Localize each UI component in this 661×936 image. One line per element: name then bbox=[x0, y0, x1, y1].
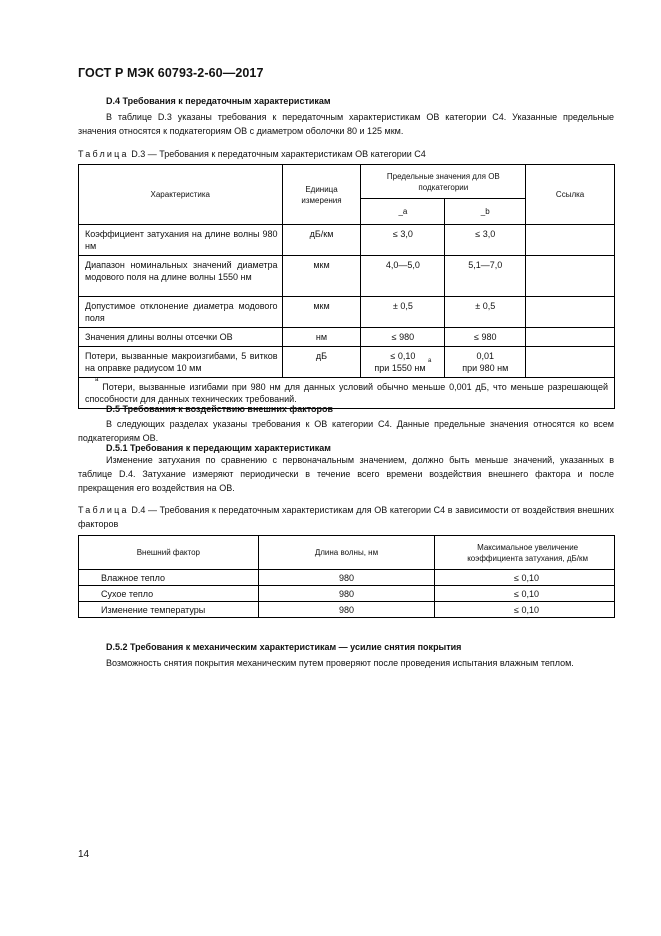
table-d3-cell-unit: нм bbox=[282, 328, 361, 347]
table-row bbox=[79, 570, 615, 586]
table-d3-cell-characteristic: Допустимое отклонение диаметра модового поля bbox=[79, 297, 283, 328]
table-d3-cell-a-condition-text: при 1550 нм bbox=[374, 363, 426, 373]
table-d3-caption-text: D.3 — Требования к передаточным характеристикам ОВ категории С4 bbox=[128, 149, 426, 159]
table-d3-cell-a: 4,0—5,0 bbox=[361, 256, 445, 297]
table-d3-cell-reference bbox=[526, 328, 615, 347]
table-d3-cell-b: ≤ 3,0 bbox=[445, 225, 526, 256]
footnote-marker: a bbox=[428, 358, 432, 364]
table-row bbox=[79, 586, 615, 602]
table-d3-cell-b-condition: при 980 нм bbox=[462, 363, 509, 373]
table-d3-header-limits: Предельные значения для ОВ подкатегории bbox=[361, 165, 526, 199]
table-d3-cell-b: ≤ 980 bbox=[445, 328, 526, 347]
table-d3-header-reference: Ссылка bbox=[526, 165, 615, 225]
table-d3-cell-a-condition bbox=[361, 358, 444, 374]
table-d4-header-wavelength: Длина волны, нм bbox=[258, 536, 435, 570]
table-d3-header-characteristic: Характеристика bbox=[79, 165, 283, 225]
table-d4-cell-increase: ≤ 0,10 bbox=[435, 602, 615, 618]
section-d4-paragraph: В таблице D.3 указаны требования к передаточным характеристикам ОВ категории С4. Указанные предельные значения относятся к подкатегориям ОВ с диаметром оболочки 80 и 125 мкм. bbox=[78, 112, 614, 136]
table-d4-cell-wavelength: 980 bbox=[258, 586, 435, 602]
document-header: ГОСТ Р МЭК 60793-2-60—2017 bbox=[78, 66, 264, 80]
table-d3-cell-a bbox=[361, 347, 445, 378]
table-d4-header-increase: Максимальное увеличение коэффициента затухания, дБ/км bbox=[435, 536, 615, 570]
table-d3-cell-b: ± 0,5 bbox=[445, 297, 526, 328]
table-row bbox=[79, 347, 615, 378]
table-d3-cell-characteristic: Потери, вызванные макроизгибами, 5 витков на оправке радиусом 10 мм bbox=[79, 347, 283, 378]
table-d3-cell-unit: мкм bbox=[282, 297, 361, 328]
table-d3-cell-a: ≤ 980 bbox=[361, 328, 445, 347]
section-d5-paragraph: В следующих разделах указаны требования к ОВ категории С4. Данные предельные значения относятся ко всем подкатегориям ОВ. bbox=[78, 419, 614, 443]
table-d3-cell-unit: дБ/км bbox=[282, 225, 361, 256]
table-row bbox=[79, 297, 615, 328]
table-d4-cell-factor: Изменение температуры bbox=[79, 602, 259, 618]
table-d4-header-factor: Внешний фактор bbox=[79, 536, 259, 570]
table-d3-header-subcat-a: _a bbox=[361, 199, 445, 225]
table-d3-cell-reference bbox=[526, 225, 615, 256]
table-d3-cell-characteristic: Значения длины волны отсечки ОВ bbox=[79, 328, 283, 347]
table-d3-cell-unit: мкм bbox=[282, 256, 361, 297]
table-d3-caption-prefix: Таблица bbox=[78, 149, 129, 159]
table-d3-cell-a-value: ≤ 0,10 bbox=[390, 351, 416, 361]
table-d3-cell-b: 5,1—7,0 bbox=[445, 256, 526, 297]
section-d51-paragraph: Изменение затухания по сравнению с первоначальным значением, должно быть меньше значений, указанных в таблице D.4. Затухание измеряют периодически в течение всего времени воздействия внешнего фактора и после прекращения его воздействия на ОВ. bbox=[78, 455, 614, 493]
table-d3-cell-b-value: 0,01 bbox=[476, 351, 495, 361]
section-d52-paragraph: Возможность снятия покрытия механическим путем проверяют после проведения испытания влажным теплом. bbox=[106, 658, 574, 668]
table-row bbox=[79, 328, 615, 347]
table-d3-header-unit: Единица измерения bbox=[282, 165, 361, 225]
table-d3-cell-reference bbox=[526, 297, 615, 328]
table-d3-cell-a: ± 0,5 bbox=[361, 297, 445, 328]
table-d4-caption-text: D.4 — Требования к передаточным характеристикам для ОВ категории С4 в зависимости от воздействия внешних факторов bbox=[78, 505, 614, 529]
table-d3-cell-a: ≤ 3,0 bbox=[361, 225, 445, 256]
table-d4-caption-prefix: Таблица bbox=[78, 505, 129, 515]
table-d3-footnote-text: Потери, вызванные изгибами при 980 нм для данных условий обычно меньше 0,001 дБ, что меньше разрешающей способности для данных технических требований. bbox=[85, 382, 608, 404]
table-d3-cell-reference bbox=[526, 347, 615, 378]
table-d3-header-subcat-b: _b bbox=[445, 199, 526, 225]
page-number: 14 bbox=[78, 849, 90, 860]
table-d3-cell-characteristic: Коэффициент затухания на длине волны 980 нм bbox=[79, 225, 283, 256]
table-d4-cell-increase: ≤ 0,10 bbox=[435, 570, 615, 586]
section-d5-title: D.5 Требования к воздействию внешних факторов bbox=[106, 404, 334, 414]
table-d3-caption bbox=[78, 147, 426, 161]
table-row bbox=[79, 225, 615, 256]
section-d51-title: D.5.1 Требования к передающим характеристикам bbox=[106, 443, 331, 453]
table-d4-cell-increase: ≤ 0,10 bbox=[435, 586, 615, 602]
table-d3-cell-characteristic: Диапазон номинальных значений диаметра модового поля на длине волны 1550 нм bbox=[79, 256, 283, 297]
footnote-marker: a bbox=[95, 377, 99, 383]
table-d4 bbox=[78, 535, 615, 618]
table-d3-cell-unit: дБ bbox=[282, 347, 361, 378]
table-row bbox=[79, 256, 615, 297]
table-d4-cell-wavelength: 980 bbox=[258, 570, 435, 586]
table-d4-cell-factor: Влажное тепло bbox=[79, 570, 259, 586]
table-d4-caption bbox=[78, 503, 614, 531]
table-d4-cell-wavelength: 980 bbox=[258, 602, 435, 618]
table-row bbox=[79, 602, 615, 618]
table-d3-cell-b bbox=[445, 347, 526, 378]
section-d52-title: D.5.2 Требования к механическим характеристикам — усилие снятия покрытия bbox=[106, 642, 462, 652]
table-d3-cell-reference bbox=[526, 256, 615, 297]
table-d3 bbox=[78, 164, 615, 409]
section-d4-title: D.4 Требования к передаточным характеристикам bbox=[106, 96, 331, 106]
table-d4-cell-factor: Сухое тепло bbox=[79, 586, 259, 602]
